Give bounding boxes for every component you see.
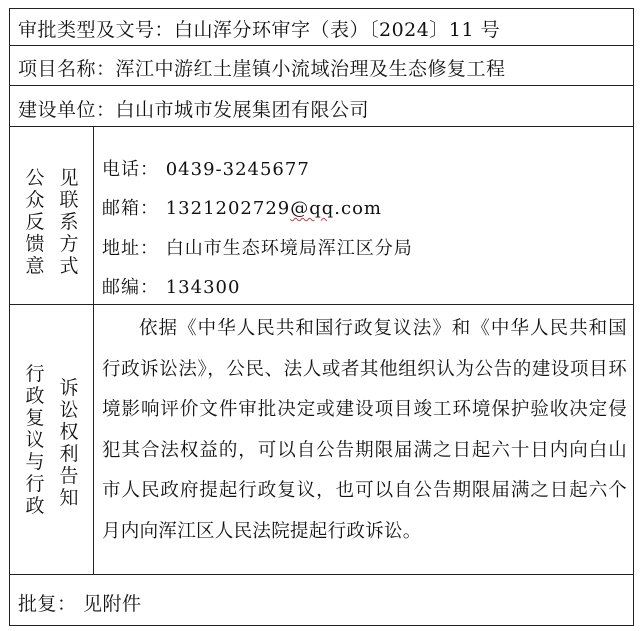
project-name-row xyxy=(10,46,633,86)
construction-unit-row xyxy=(10,86,633,127)
approval-type-number: 审批类型及文号：白山浑分环审字（表）〔2024〕11 号 xyxy=(18,19,501,41)
review-label-column-1: 行 政 复 议 与 行 政 xyxy=(25,363,45,517)
contact-address: 地址： 白山市生态环境局浑江区分局 xyxy=(102,238,413,259)
contact-postcode: 邮编： 134300 xyxy=(102,277,241,298)
review-litigation-row xyxy=(10,305,633,575)
reply-row xyxy=(10,575,633,625)
contact-phone: 电话： 0439-3245677 xyxy=(102,159,310,180)
feedback-label-column-2: 见 联 系 方 式 xyxy=(59,167,79,277)
contact-email: 邮箱： 1321202729@qq.com xyxy=(102,198,383,219)
review-litigation-label xyxy=(10,305,94,574)
feedback-contact-row xyxy=(10,127,633,305)
feedback-label-column-1: 公 众 反 馈 意 xyxy=(25,167,45,277)
notice-table xyxy=(9,8,634,626)
review-litigation-text: 依据《中华人民共和国行政复议法》和《中华人民共和国行政诉讼法》，公民、法人或者其他组织认为公告的建设项目环境影响评价文件审批决定或建设项目竣工环境保护验收决定侵犯其合法权益的，可以自公告期限届满之日起六十日内向白山市人民政府提起行政复议，也可以自公告期限届满之日起六个月内向浑江区人民法院提起行政诉讼。 xyxy=(102,318,627,542)
project-name: 项目名称：浑江中游红土崖镇小流域治理及生态修复工程 xyxy=(18,58,506,80)
feedback-contact-label xyxy=(10,127,94,304)
email-domain-underlined: @qq xyxy=(290,198,335,219)
reply-text: 批复： 见附件 xyxy=(18,593,142,615)
construction-unit: 建设单位：白山市城市发展集团有限公司 xyxy=(18,99,370,121)
approval-row xyxy=(10,9,633,46)
review-label-column-2: 诉 讼 权 利 告 知 xyxy=(59,377,79,509)
